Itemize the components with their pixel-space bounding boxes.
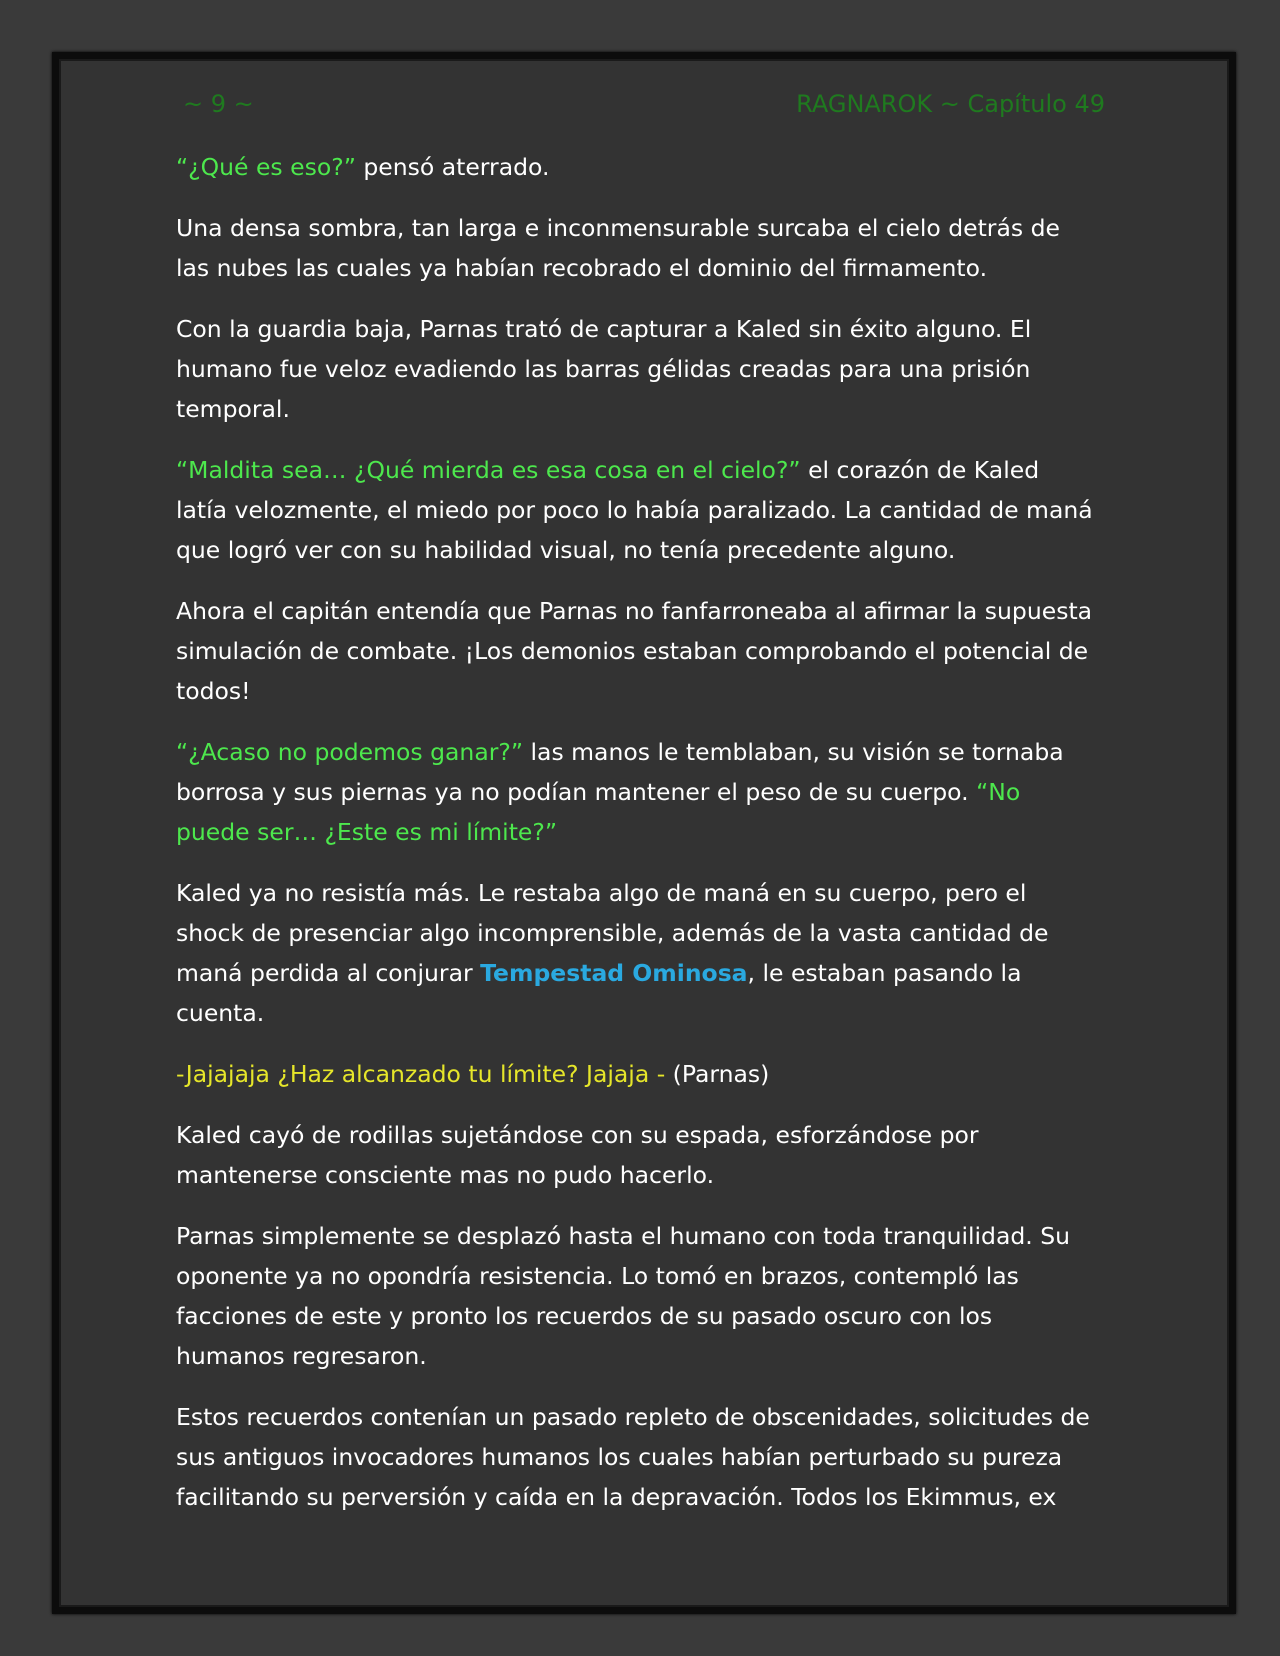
running-title: RAGNAROK ~ Capítulo 49 xyxy=(796,90,1105,118)
narration: Estos recuerdos contenían un pasado repleto de obscenidades, solicitudes de sus antiguos invocadores humanos los cuales habían perturbado su pureza facilitando su perversión y caída en la depravación. Todos los Ekimmus, ex xyxy=(176,1403,1090,1511)
paragraph xyxy=(176,1054,1094,1094)
narration: el corazón de Kaled latía velozmente, el miedo por poco lo había paralizado. La cantidad de maná que logró ver con su habilidad visual, no tenía precedente alguno. xyxy=(176,456,1093,564)
paragraph xyxy=(176,1397,1094,1517)
narration: Ahora el capitán entendía que Parnas no fanfarroneaba al afirmar la supuesta simulación de combate. ¡Los demonios estaban comprobando el potencial de todos! xyxy=(176,597,1093,705)
narration: , le estaban pasando la cuenta. xyxy=(176,959,1022,1027)
paragraph xyxy=(176,208,1094,288)
narration: Parnas simplemente se desplazó hasta el humano con toda tranquilidad. Su oponente ya no opondría resistencia. Lo tomó en brazos, contempló las facciones de este y pronto los recuerdos de su pasado oscuro con los humanos regresaron. xyxy=(176,1222,1071,1370)
paragraph xyxy=(176,1115,1094,1195)
chapter-text xyxy=(176,147,1094,1538)
narration: las manos le temblaban, su visión se tornaba borrosa y sus piernas ya no podían mantener el peso de su cuerpo. xyxy=(176,738,1064,806)
narration: Kaled cayó de rodillas sujetándose con su espada, esforzándose por mantenerse consciente mas no pudo hacerlo. xyxy=(176,1121,979,1189)
paragraph xyxy=(176,873,1094,1033)
narration: pensó aterrado. xyxy=(355,153,550,181)
book-page xyxy=(52,52,1236,1614)
dialogue: -Jajajaja ¿Haz alcanzado tu límite? Jajaja - xyxy=(176,1060,666,1088)
page-number: ~ 9 ~ xyxy=(183,90,254,118)
inner-thought: “Maldita sea… ¿Qué mierda es esa cosa en el cielo?” xyxy=(176,456,801,484)
paragraph xyxy=(176,1216,1094,1376)
narration: Una densa sombra, tan larga e inconmensurable surcaba el cielo detrás de las nubes las cuales ya habían recobrado el dominio del firmamento. xyxy=(176,214,1060,282)
inner-thought: “No puede ser… ¿Este es mi límite?” xyxy=(176,778,1021,846)
page-header xyxy=(183,87,1105,121)
paragraph xyxy=(176,450,1094,570)
inner-thought: “¿Acaso no podemos ganar?” xyxy=(176,738,524,766)
paragraph xyxy=(176,732,1094,852)
inner-thought: “¿Qué es eso?” xyxy=(176,153,356,181)
paragraph xyxy=(176,591,1094,711)
paragraph xyxy=(176,147,1094,187)
narration: Kaled ya no resistía más. Le restaba algo de maná en su cuerpo, pero el shock de presenciar algo incomprensible, además de la vasta cantidad de maná perdida al conjurar xyxy=(176,879,1049,987)
paragraph xyxy=(176,309,1094,429)
speaker-tag: (Parnas) xyxy=(665,1060,770,1088)
narration: Con la guardia baja, Parnas trató de capturar a Kaled sin éxito alguno. El humano fue veloz evadiendo las barras gélidas creadas para una prisión temporal. xyxy=(176,315,1032,423)
skill-name: Tempestad Ominosa xyxy=(480,959,748,987)
